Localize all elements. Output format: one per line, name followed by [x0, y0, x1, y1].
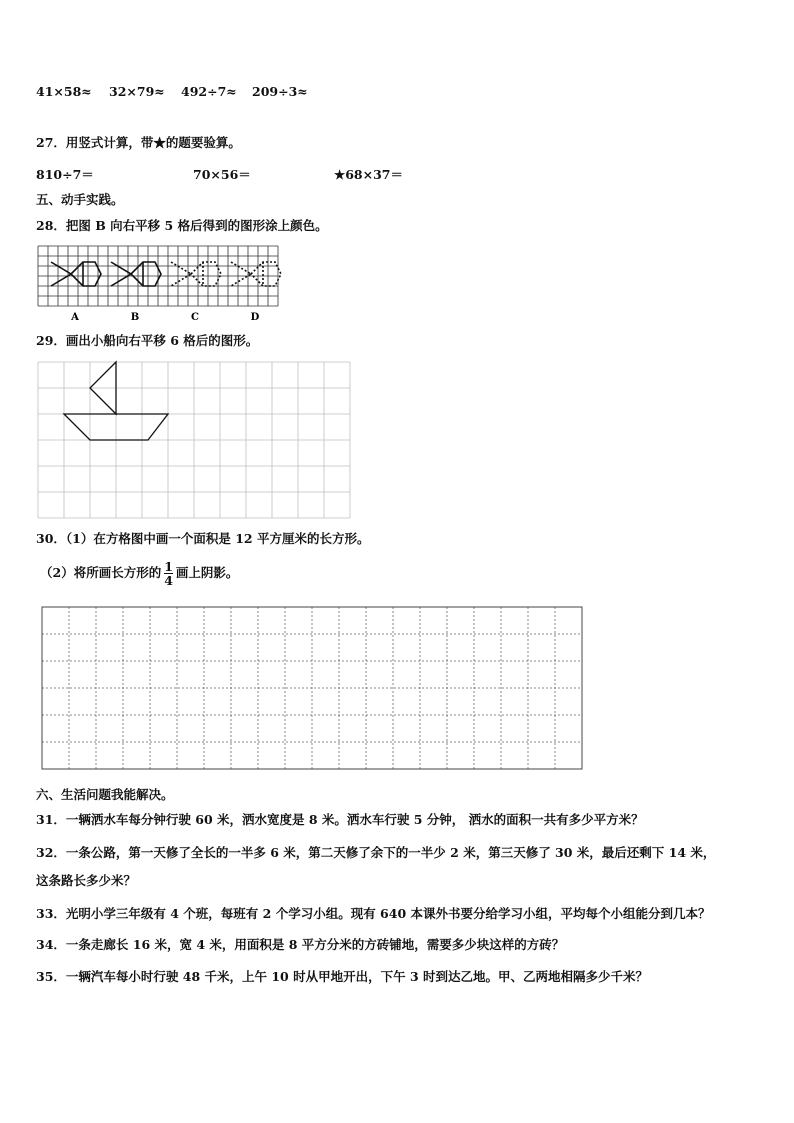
q28-grid-figure [38, 246, 288, 323]
q30-grid-inner-lines [42, 607, 582, 769]
q29-text: 29．画出小船向右平移 6 格后的图形。 [36, 333, 259, 348]
q30-part2-before: （2）将所画长方形的 [40, 565, 162, 580]
estimate-4: 209÷3≈ [252, 84, 308, 99]
q28-label-c: C [191, 312, 199, 323]
q27-problem-3: ★68×37＝ [334, 167, 403, 182]
q34-text: 34．一条走廊长 16 米，宽 4 米，用面积是 8 平方分米的方砖铺地，需要多少块这样的方砖？ [36, 937, 565, 952]
q35-text: 35．一辆汽车每小时行驶 48 千米，上午 10 时从甲地开出，下午 3 时到达乙地。甲、乙两地相隔多少千米？ [36, 969, 648, 984]
q30-fraction-numerator: 1 [164, 559, 173, 574]
q27-problem-2: 70×56＝ [193, 167, 251, 182]
q30-grid-figure [42, 607, 583, 770]
section-5-heading: 五、动手实践。 [36, 192, 124, 207]
estimate-3: 492÷7≈ [181, 84, 237, 99]
q30-fraction [164, 560, 173, 587]
q30-part2 [40, 560, 238, 587]
q28-label-b: B [130, 312, 140, 323]
q30-fraction-denominator: 4 [164, 573, 173, 588]
q32-text-line2: 这条路长多少米？ [36, 873, 137, 888]
q27-problem-1: 810÷7＝ [36, 167, 94, 182]
q27-text: 27．用竖式计算，带★的题要验算。 [36, 135, 241, 150]
q29-grid-lines [38, 362, 350, 518]
q28-text: 28．把图 B 向右平移 5 格后得到的图形涂上颜色。 [36, 218, 328, 233]
q30-part1: 30．（1）在方格图中画一个面积是 12 平方厘米的长方形。 [36, 531, 370, 546]
q29-grid-figure [38, 362, 350, 518]
section-6-heading: 六、生活问题我能解决。 [36, 787, 174, 802]
q33-text: 33．光明小学三年级有 4 个班，每班有 2 个学习小组。现有 640 本课外书要分给学习小组，平均每个小组能分到几本？ [36, 906, 711, 921]
q28-label-d: D [250, 312, 260, 323]
q32-text-line1: 32．一条公路，第一天修了全长的一半多 6 米，第二天修了余下的一半少 2 米，第三天修了 30 米，最后还剩下 14 米， [36, 845, 716, 860]
q31-text: 31．一辆洒水车每分钟行驶 60 米，洒水宽度是 8 米。洒水车行驶 5 分钟， 洒水的面积一共有多少平方米？ [36, 812, 644, 827]
estimate-1: 41×58≈ [36, 84, 92, 99]
estimate-2: 32×79≈ [109, 84, 165, 99]
q28-label-a: A [71, 312, 79, 323]
q30-part2-after: 画上阴影。 [175, 565, 239, 580]
